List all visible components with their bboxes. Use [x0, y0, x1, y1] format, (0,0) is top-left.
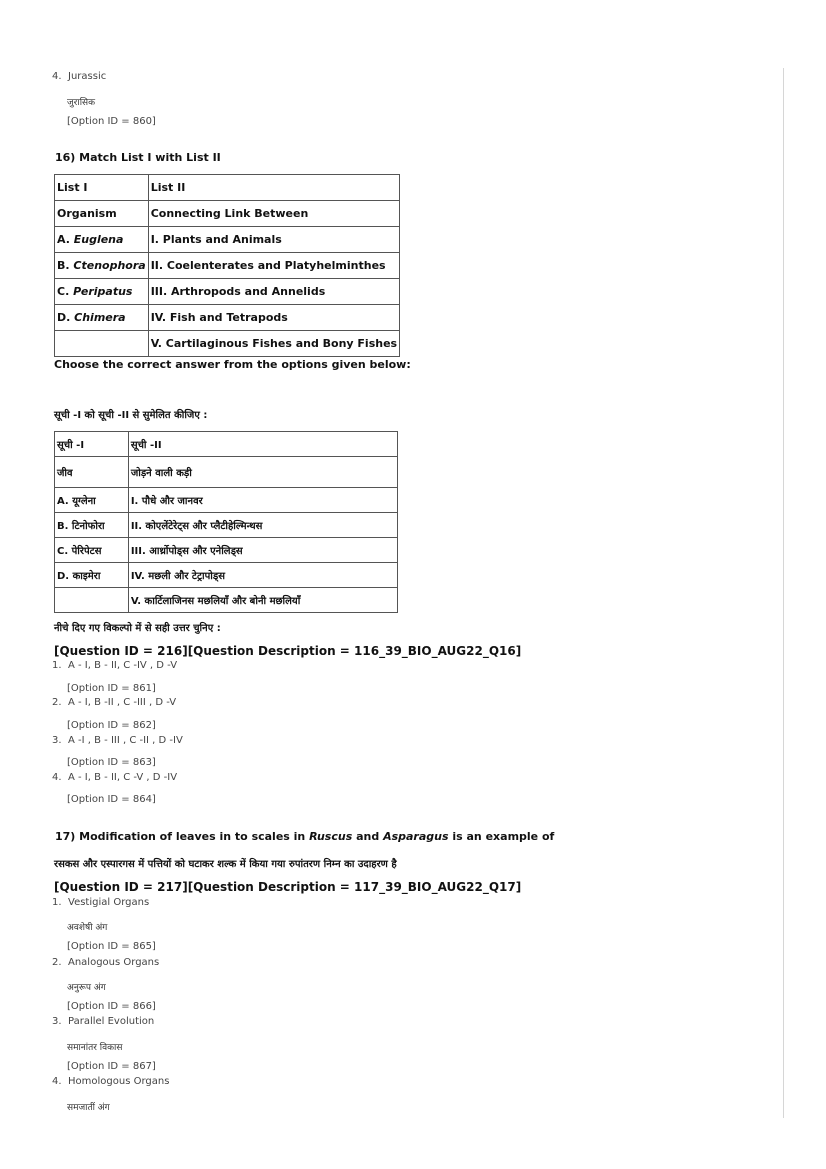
table-row — [55, 305, 400, 331]
option-id: [Option ID = 860] — [67, 116, 156, 127]
table-cell: V. कार्टिलाजिनस मछलियाँ और बोनी मछलियाँ — [128, 588, 397, 613]
table-row — [55, 432, 398, 457]
table-row — [55, 201, 400, 227]
option-text: Analogous Organs — [68, 957, 160, 968]
option-hindi-text: अनुरूप अंग — [67, 983, 106, 993]
question-17-title — [55, 830, 554, 843]
table-cell: II. Coelenterates and Platyhelminthes — [148, 253, 399, 279]
table-row — [55, 513, 398, 538]
option-id: [Option ID = 864] — [67, 794, 156, 805]
table-cell: B. टिनोफोरा — [55, 513, 129, 538]
option-hindi-text: समानांतर विकास — [67, 1043, 123, 1053]
table-cell: I. Plants and Animals — [148, 227, 399, 253]
table-cell: V. Cartilaginous Fishes and Bony Fishes — [148, 331, 399, 357]
option-text: A - I, B - II, C -IV , D -V — [68, 660, 178, 671]
option-id: [Option ID = 867] — [67, 1061, 156, 1072]
table-cell: III. आर्थ्रोपोड्स और एनेलिड्स — [128, 538, 397, 563]
organism-name: Peripatus — [73, 285, 133, 298]
page-right-border — [783, 68, 784, 1118]
title-text: 17) Modification of leaves in to scales in — [55, 830, 310, 843]
option-number: 2. — [52, 697, 62, 708]
table-cell: IV. मछली और टेट्रापोड्स — [128, 563, 397, 588]
match-table-english — [54, 174, 400, 357]
option-number: 1. — [52, 897, 62, 908]
table-cell: जीव — [55, 457, 129, 488]
item-letter: B. — [57, 259, 74, 272]
match-table-hindi — [54, 431, 398, 613]
title-text: and — [352, 830, 384, 843]
organism-name: Ctenophora — [73, 259, 146, 272]
option-number: 4. — [52, 71, 62, 82]
option-hindi-text: समजातीं अंग — [67, 1103, 110, 1113]
option-number: 1. — [52, 660, 62, 671]
table-cell: C. पेरिपेटस — [55, 538, 129, 563]
option-text: Parallel Evolution — [68, 1016, 155, 1027]
table-cell: IV. Fish and Tetrapods — [148, 305, 399, 331]
option-number: 4. — [52, 1076, 62, 1087]
table-cell: सूची -I — [55, 432, 129, 457]
option-hindi-text: जुरासिक — [67, 98, 96, 108]
table-cell: सूची -II — [128, 432, 397, 457]
item-letter: D. — [57, 311, 75, 324]
question-id-line: [Question ID = 216][Question Description = 116_39_BIO_AUG22_Q16] — [54, 644, 522, 658]
table-cell — [55, 279, 149, 305]
option-text: A - I, B -II , C -III , D -V — [68, 697, 177, 708]
item-letter: A. — [57, 233, 74, 246]
option-text: Homologous Organs — [68, 1076, 170, 1087]
option-number: 2. — [52, 957, 62, 968]
table-cell: III. Arthropods and Annelids — [148, 279, 399, 305]
table-cell: A. यूग्लेना — [55, 488, 129, 513]
option-id: [Option ID = 861] — [67, 683, 156, 694]
question-id-line: [Question ID = 217][Question Description = 117_39_BIO_AUG22_Q17] — [54, 880, 522, 894]
question-16-title: 16) Match List I with List II — [55, 151, 221, 164]
table-cell: List I — [55, 175, 149, 201]
table-row — [55, 588, 398, 613]
option-hindi-text: अवशेषी अंग — [67, 923, 108, 933]
option-number: 4. — [52, 772, 62, 783]
table-cell — [55, 253, 149, 279]
table-row — [55, 563, 398, 588]
table-cell: Organism — [55, 201, 149, 227]
hindi-question-title: सूची -I को सूची -II से सुमेलित कीजिए : — [54, 410, 208, 421]
table-cell — [55, 331, 149, 357]
item-letter: C. — [57, 285, 74, 298]
table-row — [55, 538, 398, 563]
title-text: is an example of — [448, 830, 555, 843]
table-cell: I. पौधे और जानवर — [128, 488, 397, 513]
table-row — [55, 488, 398, 513]
table-cell — [55, 305, 149, 331]
title-italic-ruscus: Ruscus — [309, 830, 353, 843]
table-cell: II. कोएलेंटेरेट्स और प्लैटीहेल्मिन्थस — [128, 513, 397, 538]
table-cell: जोड़ने वाली कड़ी — [128, 457, 397, 488]
table-cell — [55, 588, 129, 613]
table-row — [55, 457, 398, 488]
table-cell: Connecting Link Between — [148, 201, 399, 227]
option-id: [Option ID = 866] — [67, 1001, 156, 1012]
hindi-question-title: रसकस और एस्पारगस में पत्तियों को घटाकर शल्क में किया गया रुपांतरण निम्न का उदाहरण है — [54, 859, 397, 870]
organism-name: Chimera — [74, 311, 126, 324]
table-row — [55, 331, 400, 357]
option-text: Jurassic — [68, 71, 107, 82]
option-id: [Option ID = 862] — [67, 720, 156, 731]
table-row — [55, 227, 400, 253]
table-cell: List II — [148, 175, 399, 201]
table-cell: D. काइमेरा — [55, 563, 129, 588]
table-cell — [55, 227, 149, 253]
table-row — [55, 175, 400, 201]
option-id: [Option ID = 865] — [67, 941, 156, 952]
option-text: A -I , B - III , C -II , D -IV — [68, 735, 183, 746]
option-number: 3. — [52, 1016, 62, 1027]
title-italic-asparagus: Asparagus — [383, 830, 449, 843]
instruction-text: Choose the correct answer from the options given below: — [54, 358, 411, 371]
organism-name: Euglena — [73, 233, 124, 246]
option-text: A - I, B - II, C -V , D -IV — [68, 772, 178, 783]
option-text: Vestigial Organs — [68, 897, 150, 908]
hindi-instruction-text: नीचे दिए गए विकल्पो में से सही उत्तर चुनिए : — [54, 623, 221, 634]
table-row — [55, 279, 400, 305]
table-row — [55, 253, 400, 279]
option-number: 3. — [52, 735, 62, 746]
option-id: [Option ID = 863] — [67, 757, 156, 768]
